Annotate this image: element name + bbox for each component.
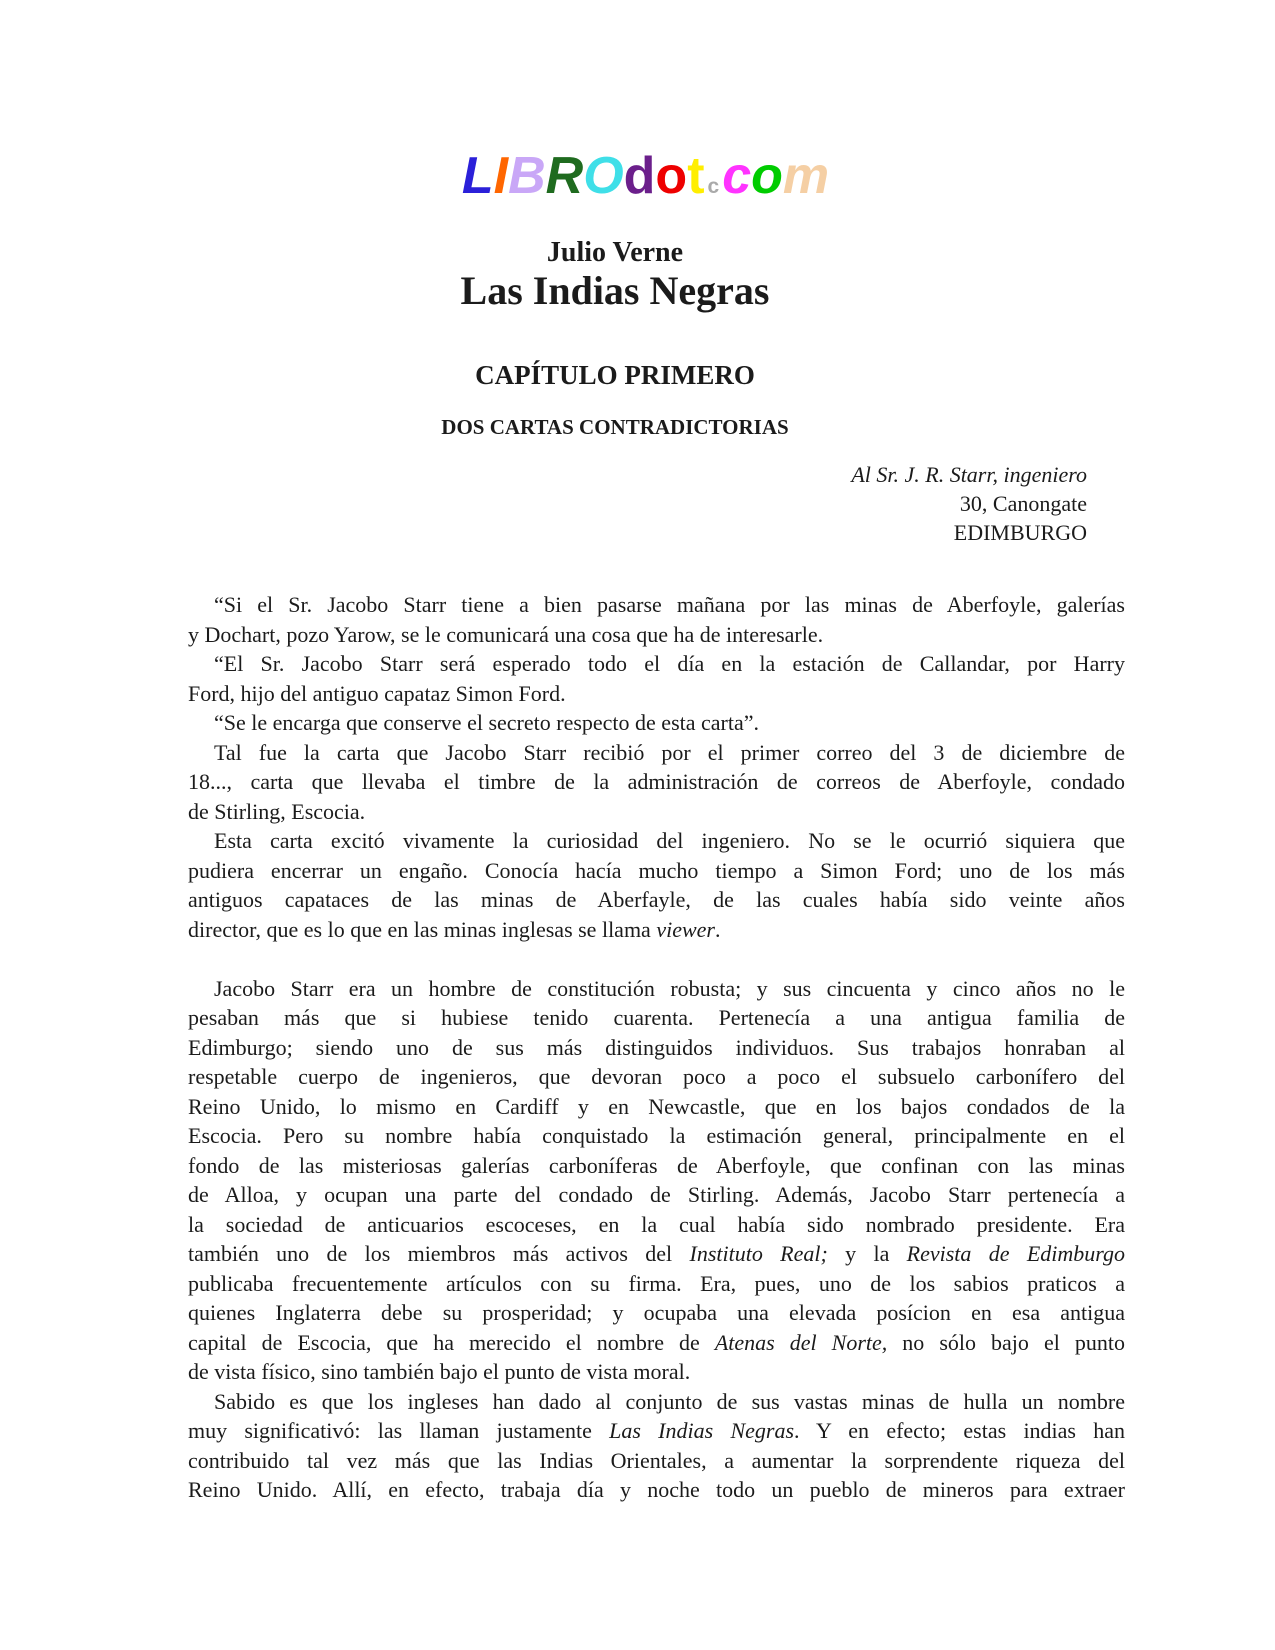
logo-letter: L bbox=[461, 147, 494, 205]
text-line: Ford, hijo del antiguo capataz Simon Ford. bbox=[188, 680, 566, 706]
text-line: de vista físico, sino también bajo el punto de vista moral. bbox=[188, 1359, 691, 1384]
text-line: pudiera encerrar un engaño. Conocía hacía mucho tiempo a Simon Ford; uno de los más bbox=[188, 857, 1125, 883]
logo-letter: O bbox=[583, 147, 624, 205]
logo-letter: t bbox=[687, 147, 705, 205]
text-line: capital de Escocia, que ha merecido el nombre de Atenas del Norte, no sólo bajo el punto bbox=[188, 1329, 1125, 1355]
paragraph bbox=[188, 826, 1125, 944]
text-line: director, que es lo que en las minas inglesas se llama viewer. bbox=[188, 916, 721, 942]
paragraph bbox=[188, 738, 1125, 827]
text-line: y Dochart, pozo Yarow, se le comunicará una cosa que ha de interesarle. bbox=[188, 621, 824, 647]
chapter-subtitle: DOS CARTAS CONTRADICTORIAS bbox=[441, 415, 789, 439]
site-logo bbox=[8, 148, 1275, 215]
paragraph bbox=[188, 590, 1125, 649]
text-line: respetable cuerpo de ingenieros, que devoran poco a poco el subsuelo carbonífero del bbox=[188, 1064, 1125, 1089]
text-line: contribuido tal vez más que las Indias Orientales, a aumentar la sorprendente riqueza del bbox=[188, 1447, 1125, 1473]
text-line: “Se le encarga que conserve el secreto respecto de esta carta”. bbox=[214, 710, 760, 735]
text-line: “El Sr. Jacobo Starr será esperado todo el día en la estación de Callandar, por Harry bbox=[214, 651, 1125, 676]
address-street: 30, Canongate bbox=[959, 491, 1087, 516]
text-line: Esta carta excitó vivamente la curiosidad del ingeniero. No se le ocurrió siquiera que bbox=[214, 828, 1125, 853]
text-line: Escocia. Pero su nombre había conquistado la estimación general, principalmente en el bbox=[188, 1123, 1125, 1148]
logo-letter: o bbox=[655, 147, 688, 205]
paragraph bbox=[188, 649, 1125, 708]
address-recipient: Al Sr. J. R. Starr, ingeniero bbox=[851, 462, 1087, 487]
address-city: EDIMBURGO bbox=[953, 520, 1087, 545]
paragraph bbox=[188, 1387, 1125, 1505]
text-line: 18..., carta que llevaba el timbre de la administración de correos de Aberfoyle, condado bbox=[188, 769, 1125, 794]
text-line: “Si el Sr. Jacobo Starr tiene a bien pasarse mañana por las minas de Aberfoyle, galerías bbox=[214, 592, 1125, 617]
author-name: Julio Verne bbox=[546, 237, 684, 268]
logo-letter: d bbox=[623, 147, 656, 205]
logo-letter: m bbox=[782, 147, 830, 205]
text-line: muy significativó: las llaman justamente Las Indias Negras. Y en efecto; estas indias han bbox=[188, 1418, 1126, 1443]
text-line: la sociedad de anticuarios escoceses, en la cual había sido nombrado presidente. Era bbox=[188, 1211, 1125, 1237]
paragraph bbox=[188, 708, 1125, 738]
logo-letter: B bbox=[508, 147, 546, 205]
letter-address bbox=[188, 460, 1087, 547]
text-line: quienes Inglaterra debe su prosperidad; y ocupaba una elevada posícion en esa antigua bbox=[188, 1300, 1125, 1325]
text-line: Sabido es que los ingleses han dado al conjunto de sus vastas minas de hulla un nombre bbox=[214, 1388, 1125, 1414]
text-line: de Alloa, y ocupan una parte del condado de Stirling. Además, Jacobo Starr pertenecía a bbox=[188, 1182, 1125, 1207]
text-line: Reino Unido. Allí, en efecto, trabaja día y noche todo un pueblo de mineros para extraer bbox=[188, 1477, 1125, 1502]
chapter-heading: CAPÍTULO PRIMERO bbox=[475, 360, 755, 390]
text-line: Tal fue la carta que Jacobo Starr recibió por el primer correo del 3 de diciembre de bbox=[214, 739, 1125, 765]
text-line: Reino Unido, lo mismo en Cardiff y en Newcastle, que en los bajos condados de la bbox=[188, 1093, 1125, 1119]
logo-letter: R bbox=[545, 147, 584, 205]
text-line: fondo de las misteriosas galerías carboníferas de Aberfoyle, que confinan con las minas bbox=[188, 1152, 1125, 1178]
logo-letter: I bbox=[493, 147, 509, 205]
text-line: de Stirling, Escocia. bbox=[188, 798, 366, 824]
text-line: Edimburgo; siendo uno de sus más distinguidos individuos. Sus trabajos honraban al bbox=[188, 1034, 1125, 1060]
text-line: publicaba frecuentemente artículos con su firma. Era, pues, uno de los sabios praticos a bbox=[188, 1270, 1125, 1296]
text-line: también uno de los miembros más activos del Instituto Real; y la Revista de Edimburgo bbox=[188, 1241, 1125, 1266]
logo-letter: o bbox=[751, 147, 783, 205]
body-text bbox=[188, 590, 1125, 1505]
paragraph bbox=[188, 974, 1125, 1387]
text-line: Jacobo Starr era un hombre de constitución robusta; y sus cincuenta y cinco años no le bbox=[214, 975, 1125, 1001]
text-line: antiguos capataces de las minas de Aberfayle, de las cuales había sido veinte años bbox=[188, 887, 1125, 912]
book-title: Las Indias Negras bbox=[460, 268, 770, 313]
text-line: pesaban más que si hubiese tenido cuarenta. Pertenecía a una antigua familia de bbox=[188, 1005, 1125, 1030]
logo-letter: c bbox=[707, 175, 720, 198]
logo-letter: c bbox=[722, 147, 752, 205]
